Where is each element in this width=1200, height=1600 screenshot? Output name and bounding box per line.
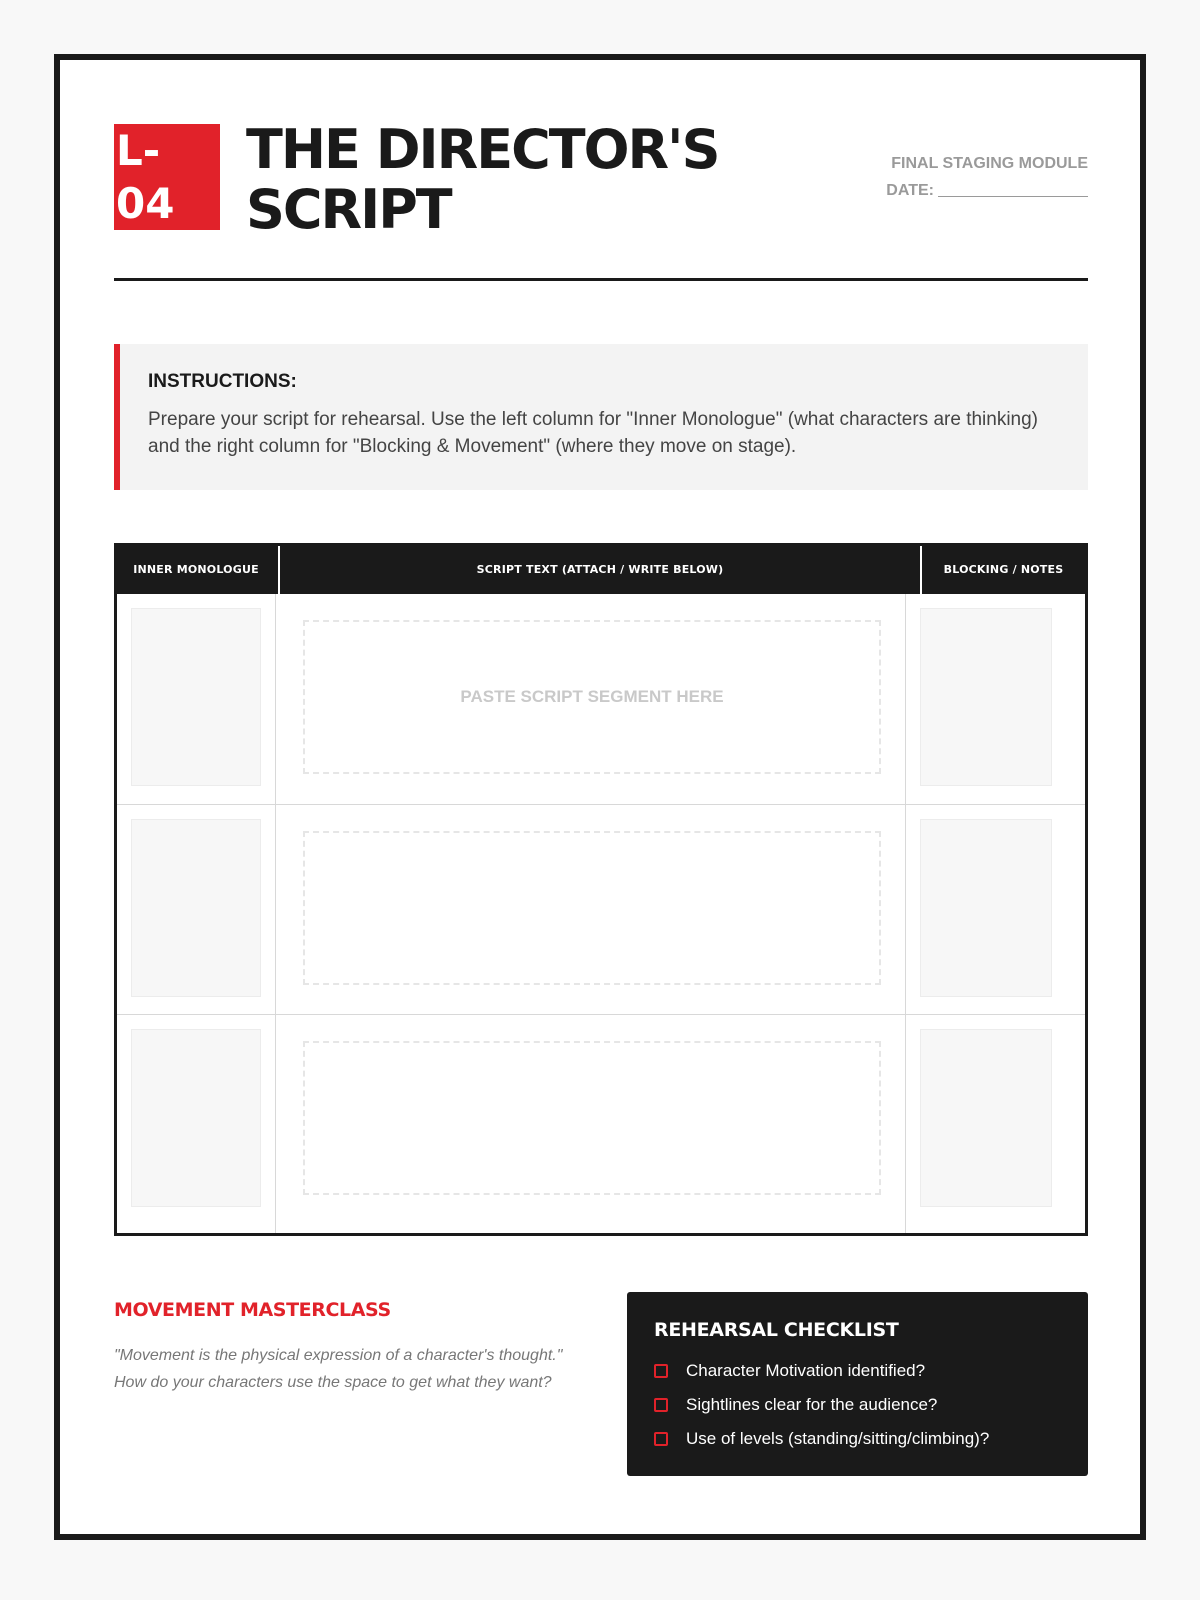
- checklist-item-label: Use of levels (standing/sitting/climbing)?: [686, 1429, 990, 1448]
- inner-monologue-field[interactable]: [131, 608, 261, 786]
- column-header-inner-monologue: INNER MONOLOGUE: [133, 563, 259, 576]
- blocking-notes-field[interactable]: [920, 608, 1052, 786]
- checklist-item-label: Character Motivation identified?: [686, 1361, 926, 1380]
- lesson-code-badge: [114, 124, 220, 230]
- table-row: [117, 1014, 1085, 1224]
- checklist-item-label: Sightlines clear for the audience?: [686, 1395, 938, 1414]
- list-item: [654, 1422, 1062, 1456]
- instructions-text: Prepare your script for rehearsal. Use the left column for "Inner Monologue" (what characters are thinking) and the right column for "Blocking & Movement" (where they move on stage).: [148, 409, 1039, 457]
- checkbox-icon[interactable]: [654, 1364, 668, 1378]
- page-title-line-2: SCRIPT: [246, 178, 451, 241]
- inner-monologue-field[interactable]: [131, 1029, 261, 1207]
- checkbox-icon[interactable]: [654, 1398, 668, 1412]
- movement-masterclass: [114, 1298, 564, 1396]
- checklist-heading: REHEARSAL CHECKLIST: [654, 1319, 899, 1341]
- script-segment-field[interactable]: PASTE SCRIPT SEGMENT HERE: [303, 620, 881, 774]
- page-title: [246, 120, 806, 240]
- date-row: [886, 177, 1088, 204]
- instructions-panel: [114, 344, 1088, 490]
- table-header: [117, 546, 1085, 594]
- list-item: [654, 1388, 1062, 1422]
- lesson-code-line-2: 04: [116, 179, 175, 228]
- table-row: [117, 804, 1085, 1014]
- date-label: DATE:: [886, 182, 934, 199]
- worksheet-page: [54, 54, 1146, 1540]
- script-segment-field[interactable]: [303, 831, 881, 985]
- worksheet-header: [114, 120, 1088, 281]
- masterclass-heading: MOVEMENT MASTERCLASS: [114, 1299, 391, 1321]
- header-meta: [886, 150, 1088, 204]
- column-header-blocking-notes: BLOCKING / NOTES: [943, 563, 1064, 576]
- worksheet-content: [114, 60, 1088, 1534]
- list-item: [654, 1354, 1062, 1388]
- masterclass-quote: "Movement is the physical expression of a character's thought." How do your characters use the space to get what they want?: [114, 1347, 563, 1391]
- table-row: [117, 594, 1085, 804]
- checkbox-icon[interactable]: [654, 1432, 668, 1446]
- page-title-line-1: THE DIRECTOR'S: [246, 118, 719, 181]
- blocking-notes-field[interactable]: [920, 819, 1052, 997]
- script-table: [114, 543, 1088, 1236]
- lesson-code-line-1: L-: [116, 126, 161, 175]
- blocking-notes-field[interactable]: [920, 1029, 1052, 1207]
- module-label: FINAL STAGING MODULE: [891, 155, 1088, 172]
- script-segment-field[interactable]: [303, 1041, 881, 1195]
- date-field[interactable]: [938, 180, 1088, 197]
- checklist-items: [654, 1354, 1062, 1456]
- rehearsal-checklist: [627, 1292, 1088, 1476]
- instructions-label: INSTRUCTIONS:: [148, 371, 297, 392]
- column-header-script-text: SCRIPT TEXT (ATTACH / WRITE BELOW): [278, 546, 922, 594]
- inner-monologue-field[interactable]: [131, 819, 261, 997]
